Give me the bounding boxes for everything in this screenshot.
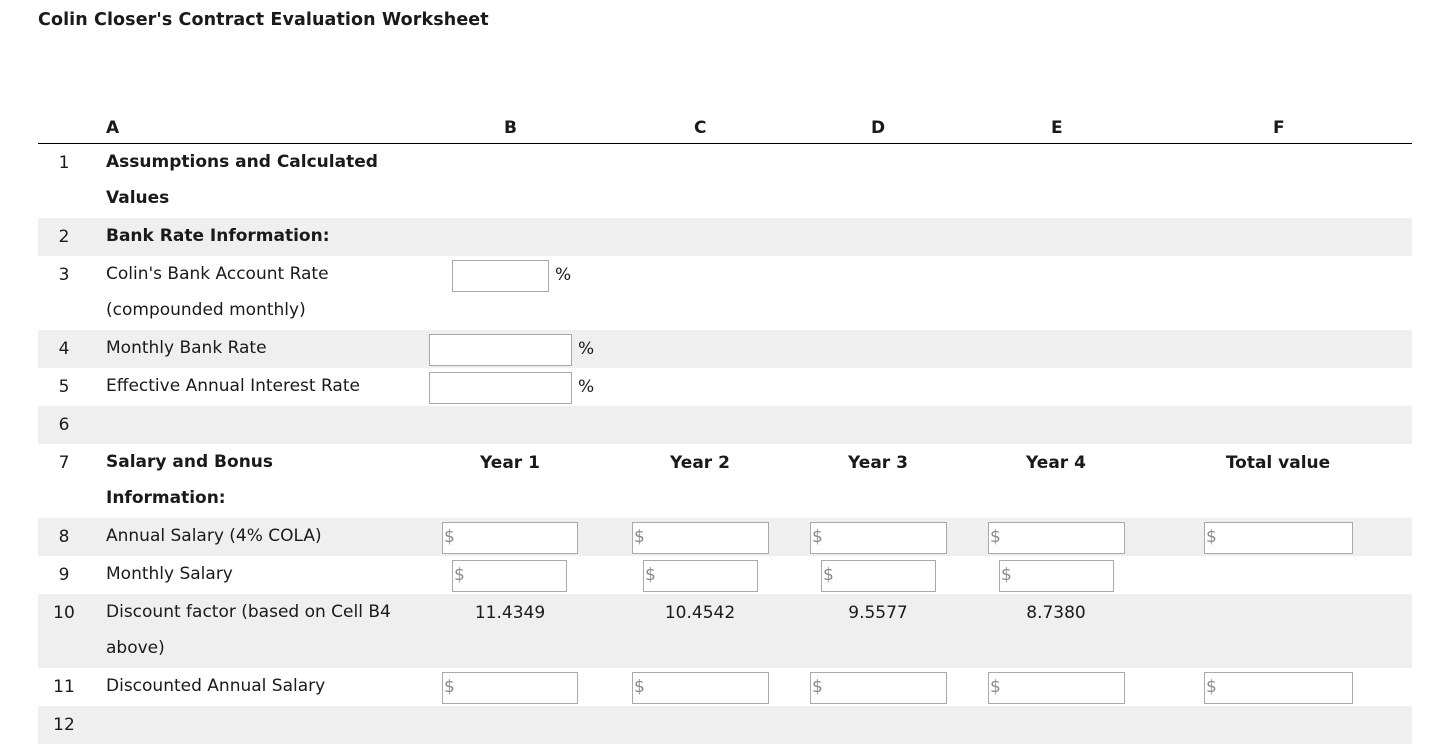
column-header-d: D xyxy=(871,118,886,138)
percent-unit: % xyxy=(578,339,595,359)
column-header-a: A xyxy=(106,118,120,138)
column-header-row xyxy=(38,110,1412,144)
row-2 xyxy=(38,218,1412,256)
row-number: 5 xyxy=(58,377,70,397)
row-8 xyxy=(38,518,1412,556)
dollar-prefix: $ xyxy=(444,527,455,547)
year-1-header: Year 1 xyxy=(480,453,540,473)
effective-annual-rate-input[interactable] xyxy=(429,372,572,404)
row-number: 1 xyxy=(58,153,70,173)
year-2-header: Year 2 xyxy=(670,453,730,473)
annual-salary-year-1-input[interactable] xyxy=(442,522,578,554)
column-header-c: C xyxy=(694,118,707,138)
dollar-prefix: $ xyxy=(990,527,1001,547)
dollar-prefix: $ xyxy=(444,677,455,697)
worksheet-table xyxy=(38,110,1412,744)
row-3 xyxy=(38,256,1412,330)
annual-salary-total-input[interactable] xyxy=(1204,522,1353,554)
monthly-salary-year-2-input[interactable] xyxy=(643,560,758,592)
row-number: 4 xyxy=(58,339,70,359)
dollar-prefix: $ xyxy=(645,565,656,585)
monthly-salary-year-4-input[interactable] xyxy=(999,560,1114,592)
dollar-prefix: $ xyxy=(990,677,1001,697)
annual-salary-year-4-input[interactable] xyxy=(988,522,1125,554)
row-number: 11 xyxy=(53,677,75,697)
column-header-e: E xyxy=(1051,118,1063,138)
row-number: 7 xyxy=(58,453,70,473)
percent-unit: % xyxy=(555,265,572,285)
row-4 xyxy=(38,330,1412,368)
discount-factor-year-4: 8.7380 xyxy=(1026,603,1086,623)
annual-salary-year-2-input[interactable] xyxy=(632,522,769,554)
dollar-prefix: $ xyxy=(634,527,645,547)
discounted-salary-year-2-input[interactable] xyxy=(632,672,769,704)
dollar-prefix: $ xyxy=(1206,527,1217,547)
monthly-salary-year-3-input[interactable] xyxy=(821,560,936,592)
discounted-salary-total-input[interactable] xyxy=(1204,672,1353,704)
row-7 xyxy=(38,444,1412,518)
annual-salary-year-3-input[interactable] xyxy=(810,522,947,554)
row-12 xyxy=(38,706,1412,744)
row-11 xyxy=(38,668,1412,706)
bank-account-rate-input[interactable] xyxy=(452,260,549,292)
row-label: Discounted Annual Salary xyxy=(106,676,326,696)
monthly-bank-rate-input[interactable] xyxy=(429,334,572,366)
row-number: 8 xyxy=(58,527,70,547)
discount-factor-year-2: 10.4542 xyxy=(664,603,736,623)
row-number: 12 xyxy=(53,715,75,735)
row-5 xyxy=(38,368,1412,406)
total-value-header: Total value xyxy=(1225,453,1331,473)
discounted-salary-year-4-input[interactable] xyxy=(988,672,1125,704)
discount-factor-year-3: 9.5577 xyxy=(848,603,908,623)
worksheet-title: Colin Closer's Contract Evaluation Worksheet xyxy=(38,10,489,30)
row-label: Bank Rate Information: xyxy=(106,226,330,246)
row-number: 2 xyxy=(58,227,70,247)
year-3-header: Year 3 xyxy=(848,453,908,473)
row-label: Assumptions and Calculated Values xyxy=(106,152,378,208)
dollar-prefix: $ xyxy=(634,677,645,697)
year-4-header: Year 4 xyxy=(1026,453,1086,473)
dollar-prefix: $ xyxy=(1001,565,1012,585)
row-label: Monthly Bank Rate xyxy=(106,338,267,358)
row-label: Colin's Bank Account Rate (compounded monthly) xyxy=(106,264,329,320)
row-number: 9 xyxy=(58,565,70,585)
row-number: 6 xyxy=(58,415,70,435)
discount-factor-year-1: 11.4349 xyxy=(474,603,546,623)
row-1 xyxy=(38,144,1412,218)
dollar-prefix: $ xyxy=(454,565,465,585)
row-10 xyxy=(38,594,1412,668)
row-number: 3 xyxy=(58,265,70,285)
dollar-prefix: $ xyxy=(823,565,834,585)
percent-unit: % xyxy=(578,377,595,397)
row-label: Salary and Bonus Information: xyxy=(106,452,274,508)
column-header-f: F xyxy=(1273,118,1285,138)
row-label: Annual Salary (4% COLA) xyxy=(106,526,322,546)
row-9 xyxy=(38,556,1412,594)
monthly-salary-year-1-input[interactable] xyxy=(452,560,567,592)
dollar-prefix: $ xyxy=(812,677,823,697)
dollar-prefix: $ xyxy=(812,527,823,547)
row-6 xyxy=(38,406,1412,444)
row-label: Monthly Salary xyxy=(106,564,233,584)
column-header-b: B xyxy=(504,118,517,138)
row-label: Discount factor (based on Cell B4 above) xyxy=(106,602,391,658)
discounted-salary-year-1-input[interactable] xyxy=(442,672,578,704)
dollar-prefix: $ xyxy=(1206,677,1217,697)
discounted-salary-year-3-input[interactable] xyxy=(810,672,947,704)
row-number: 10 xyxy=(53,603,75,623)
row-label: Effective Annual Interest Rate xyxy=(106,376,360,396)
